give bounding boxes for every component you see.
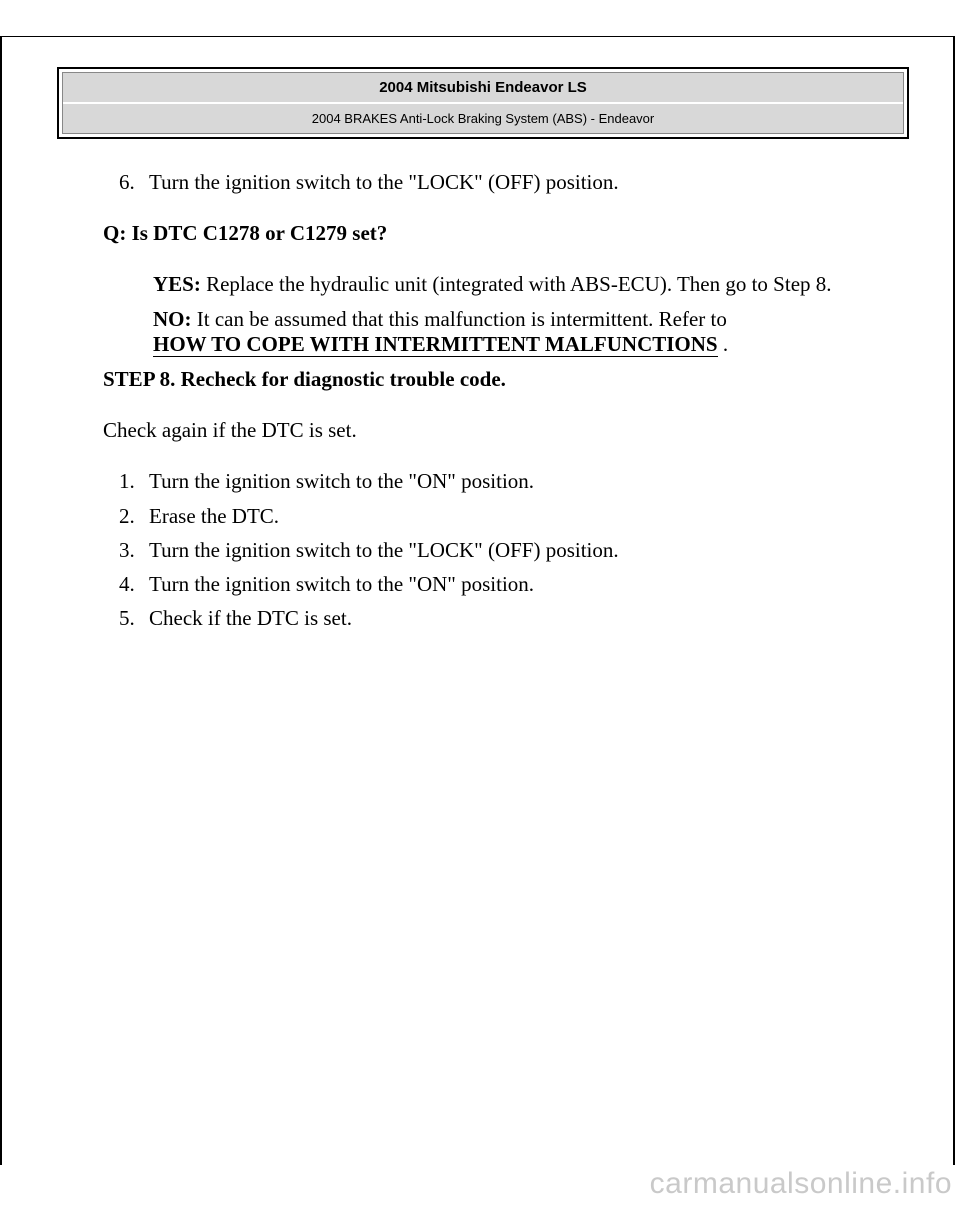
list-item — [100, 504, 903, 529]
answer-no — [153, 307, 903, 357]
document-header — [57, 67, 909, 139]
question-heading: Q: Is DTC C1278 or C1279 set? — [103, 221, 388, 246]
step-text: Turn the ignition switch to the "ON" position. — [149, 571, 535, 596]
document-body — [103, 170, 903, 640]
steps-bottom-list — [100, 469, 903, 631]
step-number: 1. — [119, 469, 135, 494]
watermark: carmanualsonline.info — [649, 1167, 952, 1200]
header-subtitle: 2004 BRAKES Anti-Lock Braking System (ABS) - Endeavor — [63, 104, 903, 133]
no-after-text: . — [717, 331, 729, 356]
step8-heading: STEP 8. Recheck for diagnostic trouble code. — [103, 366, 506, 391]
steps-top-list — [100, 170, 903, 195]
step-text: Erase the DTC. — [149, 503, 280, 528]
list-item — [100, 572, 903, 597]
no-text: It can be assumed that this malfunction is intermittent. Refer to — [191, 306, 727, 331]
step8-intro: Check again if the DTC is set. — [103, 418, 357, 443]
step-number: 5. — [119, 606, 135, 631]
step-text: Turn the ignition switch to the "LOCK" (OFF) position. — [149, 170, 619, 194]
step-text: Turn the ignition switch to the "LOCK" (OFF) position. — [149, 537, 619, 562]
step-number: 3. — [119, 537, 135, 562]
yes-text: Replace the hydraulic unit (integrated with ABS-ECU). Then go to Step 8. — [200, 272, 832, 297]
intermittent-malfunctions-link[interactable]: HOW TO COPE WITH INTERMITTENT MALFUNCTIONS — [153, 331, 718, 356]
header-inner — [62, 72, 904, 134]
answer-yes — [153, 272, 903, 297]
header-title: 2004 Mitsubishi Endeavor LS — [63, 73, 903, 104]
yes-label: YES: — [153, 272, 201, 297]
step-number: 4. — [119, 571, 135, 596]
list-item — [100, 170, 903, 195]
step-number: 6. — [119, 170, 135, 194]
step-text: Check if the DTC is set. — [149, 606, 352, 631]
step-text: Turn the ignition switch to the "ON" position. — [149, 469, 535, 494]
no-label: NO: — [153, 306, 192, 331]
list-item — [100, 606, 903, 631]
list-item — [100, 538, 903, 563]
step-number: 2. — [119, 503, 135, 528]
list-item — [100, 469, 903, 494]
